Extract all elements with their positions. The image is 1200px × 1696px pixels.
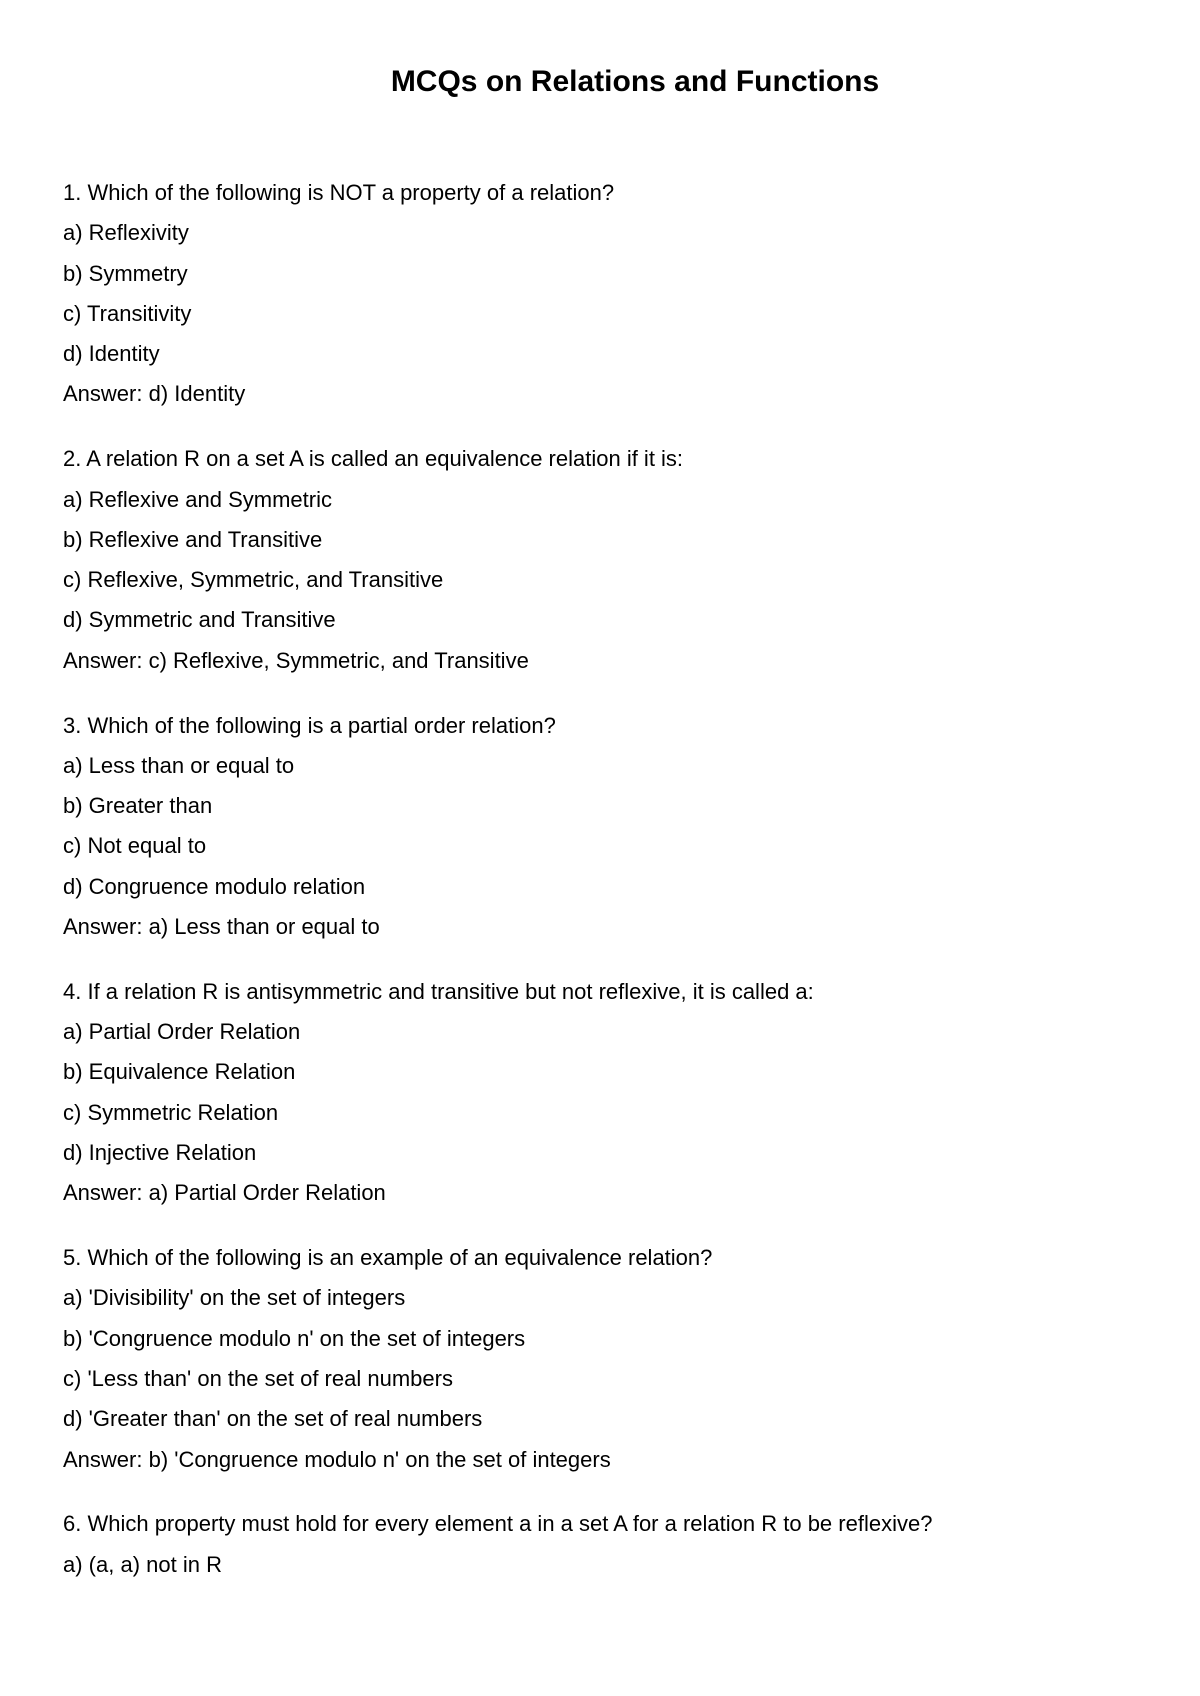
option-c: c) 'Less than' on the set of real numbers — [63, 1366, 453, 1392]
question-block-3 — [63, 706, 1153, 948]
question-list — [63, 173, 1153, 1610]
option-b: b) Greater than — [63, 793, 213, 819]
question-block-2 — [63, 439, 1153, 681]
question-block-1 — [63, 173, 1153, 415]
answer-text: Answer: c) Reflexive, Symmetric, and Transitive — [63, 647, 529, 673]
option-d: d) Congruence modulo relation — [63, 873, 366, 899]
option-d: d) Identity — [63, 341, 160, 367]
option-a: a) Reflexive and Symmetric — [63, 486, 332, 512]
question-block-5 — [63, 1238, 1153, 1480]
option-a: a) Less than or equal to — [63, 752, 295, 778]
question-text: 4. If a relation R is antisymmetric and transitive but not reflexive, it is called a: — [63, 978, 814, 1004]
answer-text: Answer: a) Less than or equal to — [63, 914, 380, 940]
option-a: a) Reflexivity — [63, 220, 189, 246]
option-a: a) Partial Order Relation — [63, 1019, 301, 1045]
option-c: c) Not equal to — [63, 833, 207, 859]
answer-text: Answer: d) Identity — [63, 381, 246, 407]
answer-text: Answer: a) Partial Order Relation — [63, 1180, 386, 1206]
option-b: b) Symmetry — [63, 260, 188, 286]
question-text: 6. Which property must hold for every element a in a set A for a relation R to be reflexive? — [63, 1511, 933, 1537]
question-text: 5. Which of the following is an example of an equivalence relation? — [63, 1245, 713, 1271]
question-block-4 — [63, 972, 1153, 1214]
option-b: b) Equivalence Relation — [63, 1059, 296, 1085]
question-text: 3. Which of the following is a partial order relation? — [63, 712, 556, 738]
answer-text: Answer: b) 'Congruence modulo n' on the set of integers — [63, 1446, 611, 1472]
option-d: d) Injective Relation — [63, 1140, 257, 1166]
option-b: b) Reflexive and Transitive — [63, 526, 323, 552]
option-d: d) 'Greater than' on the set of real numbers — [63, 1406, 483, 1432]
option-a: a) 'Divisibility' on the set of integers — [63, 1285, 406, 1311]
option-d: d) Symmetric and Transitive — [63, 607, 336, 633]
option-c: c) Symmetric Relation — [63, 1099, 279, 1125]
option-b: b) 'Congruence modulo n' on the set of integers — [63, 1325, 526, 1351]
option-c: c) Reflexive, Symmetric, and Transitive — [63, 567, 444, 593]
option-c: c) Transitivity — [63, 300, 192, 326]
question-text: 1. Which of the following is NOT a property of a relation? — [63, 180, 615, 205]
question-block-6 — [63, 1504, 1153, 1585]
option-a: a) (a, a) not in R — [63, 1551, 222, 1577]
question-text: 2. A relation R on a set A is called an equivalence relation if it is: — [63, 446, 684, 472]
document-title: MCQs on Relations and Functions — [390, 65, 880, 98]
